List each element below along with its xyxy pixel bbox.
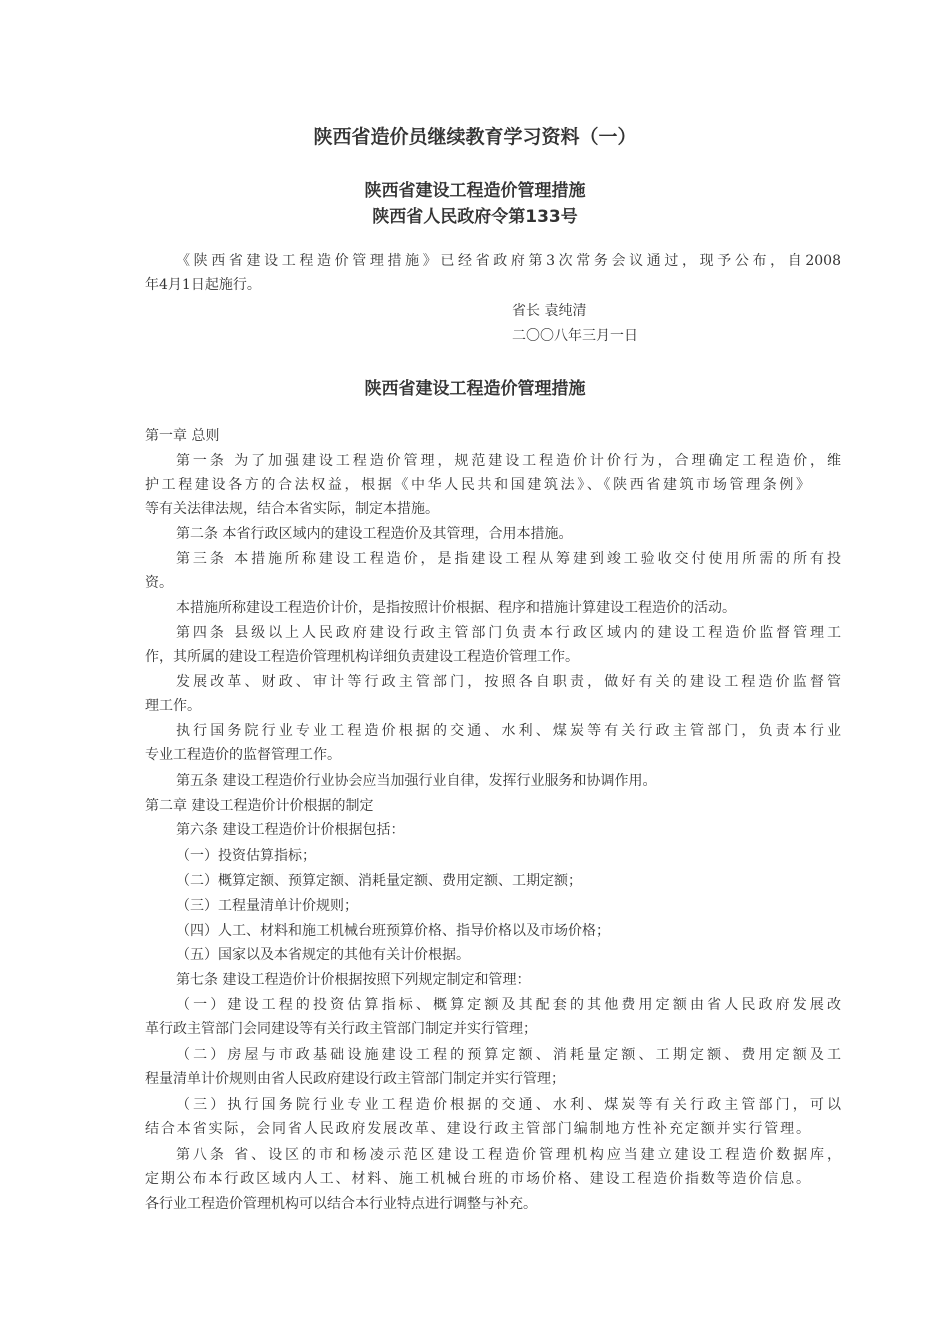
signatory: 省长 袁纯清 [512,303,587,319]
list-item: （二）房屋与市政基础设施建设工程的预算定额、消耗量定额、工期定额、费用定额及工 [176,1047,841,1063]
body-line: 定期公布本行政区域内人工、材料、施工机械台班的市场价格、建设工程造价指数等造价信息。 [145,1171,810,1187]
body-line: 理工作。 [145,698,201,714]
body-line: 第七条 建设工程造价计价根据按照下列规定制定和管理： [176,972,531,988]
body-line: 本措施所称建设工程造价计价，是指按照计价根据、程序和措施计算建设工程造价的活动。 [176,600,736,616]
body-line: 专业工程造价的监督管理工作。 [145,747,341,763]
body-line: 程量清单计价规则由省人民政府建设行政主管部门制定并实行管理； [145,1071,565,1087]
body-line: 第二条 本省行政区域内的建设工程造价及其管理，合用本措施。 [176,526,573,542]
preamble-line: 《陕西省建设工程造价管理措施》已经省政府第3次常务会议通过，现予公布，自2008 [176,253,841,269]
body-line: 第一条 为了加强建设工程造价管理，规范建设工程造价计价行为，合理确定工程造价，维 [176,453,841,469]
document-title: 陕西省造价员继续教育学习资料（一） [313,126,637,148]
issue-date: 二〇〇八年三月一日 [512,328,638,344]
list-item: （一）投资估算指标； [176,848,316,864]
body-line: 结合本省实际，会同省人民政府发展改革、建设行政主管部门编制地方性补充定额并实行管理。 [145,1121,810,1137]
body-line: 革行政主管部门会同建设等有关行政主管部门制定并实行管理； [145,1021,537,1037]
list-item: （四）人工、材料和施工机械台班预算价格、指导价格以及市场价格； [176,923,610,939]
body-line: 第三条 本措施所称建设工程造价，是指建设工程从筹建到竣工验收交付使用所需的所有投 [176,551,841,567]
body-line: 各行业工程造价管理机构可以结合本行业特点进行调整与补充。 [145,1196,537,1212]
chapter-heading: 第一章 总则 [145,428,220,444]
body-line: 资。 [145,575,173,591]
preamble-line: 年4月1日起施行。 [145,277,261,293]
body-line: 作，其所属的建设工程造价管理机构详细负责建设工程造价管理工作。 [145,649,579,665]
chapter-heading: 第二章 建设工程造价计价根据的制定 [145,798,374,814]
decree-number: 陕西省人民政府令第133号 [372,207,578,227]
body-line: 发展改革、财政、审计等行政主管部门，按照各自职责，做好有关的建设工程造价监督管 [176,674,841,690]
body-line: 第五条 建设工程造价行业协会应当加强行业自律，发挥行业服务和协调作用。 [176,773,657,789]
list-item: （三）执行国务院行业专业工程造价根据的交通、水利、煤炭等有关行政主管部门，可以 [176,1097,841,1113]
section-title: 陕西省建设工程造价管理措施 [364,379,586,399]
list-item: （一）建设工程的投资估算指标、概算定额及其配套的其他费用定额由省人民政府发展改 [176,997,841,1013]
body-line: 第四条 县级以上人民政府建设行政主管部门负责本行政区域内的建设工程造价监督管理工 [176,625,841,641]
body-line: 第八条 省、设区的市和杨凌示范区建设工程造价管理机构应当建立建设工程造价数据库， [176,1147,841,1163]
body-line: 护工程建设各方的合法权益，根据《中华人民共和国建筑法》、《陕西省建筑市场管理条例》 [145,477,810,493]
list-item: （二）概算定额、预算定额、消耗量定额、费用定额、工期定额； [176,873,582,889]
body-line: 等有关法律法规，结合本省实际，制定本措施。 [145,501,439,517]
body-line: 执行国务院行业专业工程造价根据的交通、水利、煤炭等有关行政主管部门，负责本行业 [176,723,841,739]
list-item: （五）国家以及本省规定的其他有关计价根据。 [176,947,470,963]
regulation-name: 陕西省建设工程造价管理措施 [364,181,586,201]
body-line: 第六条 建设工程造价计价根据包括： [176,822,405,838]
list-item: （三）工程量清单计价规则； [176,898,358,914]
